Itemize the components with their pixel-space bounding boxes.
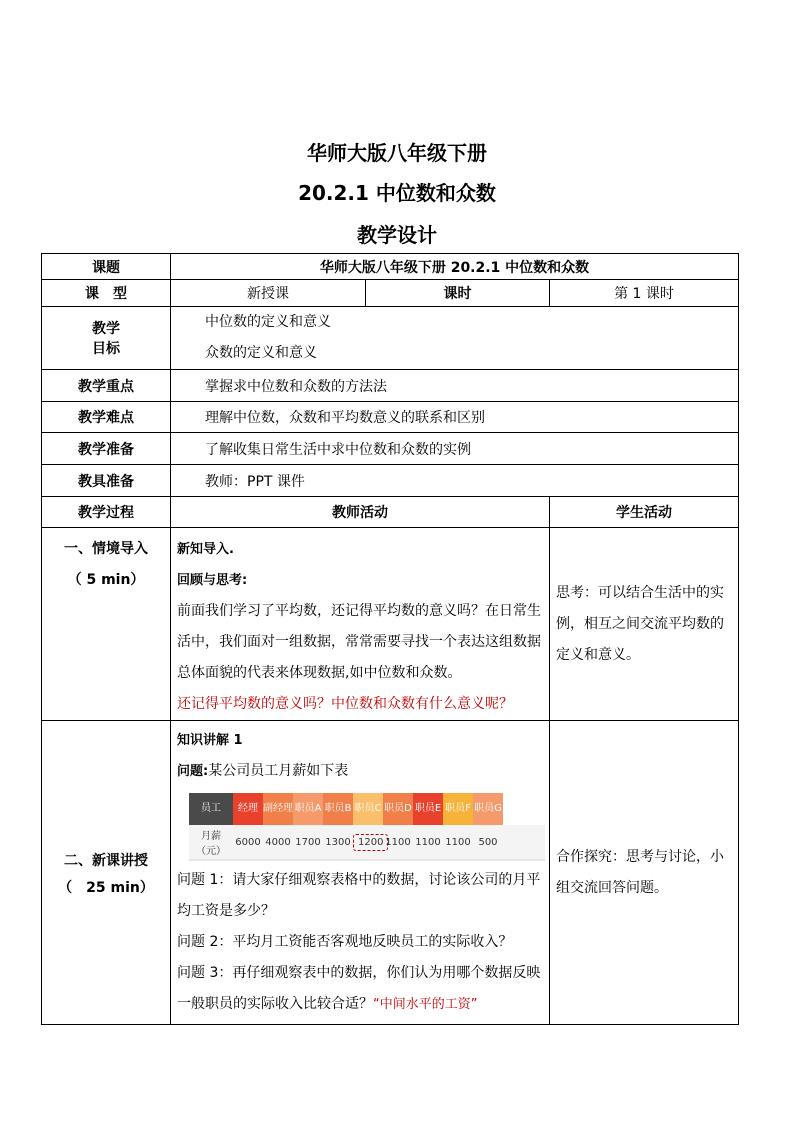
salary-header-subtext: B <box>344 803 352 814</box>
section2-student-line: 合作探究：思考与讨论，小 <box>556 848 724 865</box>
salary-value: 1100 <box>415 836 441 848</box>
salary-value-cell <box>413 837 443 848</box>
salary-value: 4000 <box>265 836 291 848</box>
topic-label: 课题 <box>42 254 171 280</box>
prep-value: 了解收集日常生活中求中位数和众数的实例 <box>171 433 739 465</box>
salary-value-cell <box>383 837 413 848</box>
goal-item: 中位数的定义和意义 <box>205 314 331 330</box>
salary-value: 1700 <box>295 836 321 848</box>
salary-value: 6000 <box>235 836 261 848</box>
salary-header-text: 职员 <box>384 803 405 814</box>
question-2: 问题 2：平均月工资能否客观地反映员工的实际收入？ <box>177 934 513 950</box>
prep-label: 教学准备 <box>42 433 171 465</box>
tools-label: 教具准备 <box>42 465 171 497</box>
salary-header-text: 经理 <box>238 803 258 814</box>
salary-header-cell <box>323 793 353 825</box>
teacher-label: 教师活动 <box>171 497 550 528</box>
salary-header-cell <box>233 793 263 825</box>
difficulty-label: 教学难点 <box>42 402 171 433</box>
salary-header-label: 员工 <box>189 793 233 825</box>
salary-header-text: 职员 <box>324 803 345 814</box>
focus-label: 教学重点 <box>42 370 171 402</box>
section1-student-line: 定义和意义。 <box>556 646 640 663</box>
salary-value-cell <box>473 837 503 848</box>
doc-title: 华师大版八年级下册 <box>307 141 487 165</box>
section2-teacher-cell <box>171 721 550 1025</box>
question-3-cont <box>177 989 543 1020</box>
period-label: 课时 <box>366 280 550 307</box>
question-3-text: 一般职员的实际收入比较合适？ <box>177 996 373 1012</box>
salary-header-subtext: A <box>314 803 322 814</box>
doc-heading: 教学设计 <box>357 223 437 247</box>
salary-value: 500 <box>478 836 498 848</box>
salary-header-cell <box>293 793 323 825</box>
section1-heading: 新知导入. <box>177 542 234 557</box>
section1-student-line: 思考：可以结合生活中的实 <box>556 584 724 601</box>
salary-header-text: 职员 <box>354 803 375 814</box>
focus-value: 掌握求中位数和众数的方法法 <box>171 370 739 402</box>
section2-heading: 知识讲解 1 <box>177 733 243 748</box>
salary-value: 1200 <box>353 834 388 851</box>
question-1-cont: 均工资是多少？ <box>177 903 275 919</box>
salary-value-cell <box>443 837 473 848</box>
section1-subheading: 回顾与思考: <box>177 573 248 588</box>
salary-header-cell <box>443 793 473 825</box>
salary-value-cell <box>353 834 383 851</box>
goals-value <box>171 307 739 370</box>
salary-header-subtext: 理 <box>283 803 293 814</box>
salary-header-subtext: C <box>374 803 382 814</box>
section1-student-cell <box>550 528 739 721</box>
salary-value: 1100 <box>385 836 411 848</box>
salary-value-cell <box>263 837 293 848</box>
section2-name: 二、新课讲授 <box>64 853 148 869</box>
salary-header-cell <box>473 793 503 825</box>
student-label: 学生活动 <box>550 497 739 528</box>
section2-name-cell <box>42 721 171 1025</box>
goals-label-line2: 目标 <box>92 341 120 357</box>
problem-label: 问题: <box>177 764 209 779</box>
salary-value-row <box>189 825 545 861</box>
section1-time: （ 5 min） <box>67 572 145 588</box>
salary-value-cell <box>233 837 263 848</box>
difficulty-value: 理解中位数，众数和平均数意义的联系和区别 <box>171 402 739 433</box>
doc-subtitle: 20.2.1 中位数和众数 <box>298 181 496 205</box>
salary-header-cell <box>263 793 293 825</box>
type-label: 课 型 <box>42 280 171 307</box>
salary-header-text: 职员 <box>445 803 466 814</box>
salary-header-subtext: G <box>494 803 502 814</box>
section1-name: 一、情境导入 <box>64 541 148 557</box>
salary-header-cell <box>413 793 443 825</box>
type-value: 新授课 <box>171 280 366 307</box>
salary-header-subtext: E <box>434 803 442 814</box>
section2-problem <box>177 756 543 787</box>
goals-label <box>42 307 171 370</box>
salary-header-cell <box>353 793 383 825</box>
process-label: 教学过程 <box>42 497 171 528</box>
lesson-plan-table <box>41 253 739 1025</box>
salary-header-row <box>189 793 545 825</box>
section2-student-cell <box>550 721 739 1025</box>
salary-header-text: 副经 <box>263 803 283 814</box>
problem-text: 某公司员工月薪如下表 <box>208 763 349 779</box>
section1-question: 还记得平均数的意义吗？中位数和众数有什么意义呢？ <box>177 696 513 712</box>
salary-value: 1300 <box>325 836 351 848</box>
question-1: 问题 1：请大家仔细观察表格中的数据，讨论该公司的月平 <box>177 872 541 888</box>
tools-value: 教师：PPT 课件 <box>171 465 739 497</box>
goal-item: 众数的定义和意义 <box>205 345 317 361</box>
salary-header-subtext: D <box>404 803 412 814</box>
goals-label-line1: 教学 <box>92 321 120 337</box>
question-3-quote: “中间水平的工资” <box>373 997 478 1012</box>
section1-para: 前面我们学习了平均数，还记得平均数的意义吗？在日常生 <box>177 603 541 619</box>
salary-value-cell <box>293 837 323 848</box>
section1-name-cell <box>42 528 171 721</box>
salary-table <box>189 793 545 861</box>
salary-header-text: 职员 <box>414 803 435 814</box>
section1-student-line: 例，相互之间交流平均数的 <box>556 615 724 632</box>
salary-header-cell <box>383 793 413 825</box>
section1-para: 活中，我们面对一组数据，常常需要寻找一个表达这组数据 <box>177 634 541 650</box>
salary-value: 1100 <box>445 836 471 848</box>
section1-teacher-cell <box>171 528 550 721</box>
section1-para: 总体面貌的代表来体现数据,如中位数和众数。 <box>177 665 462 681</box>
salary-header-text: 职员 <box>294 803 315 814</box>
salary-header-subtext: F <box>465 803 471 814</box>
section2-time: （ 25 min） <box>58 880 154 896</box>
period-value: 第 1 课时 <box>550 280 739 307</box>
salary-value-cell <box>323 837 353 848</box>
salary-header-text: 职员 <box>474 803 495 814</box>
topic-value: 华师大版八年级下册 20.2.1 中位数和众数 <box>171 254 739 280</box>
salary-row-label: 月薪（元） <box>196 831 226 857</box>
question-3: 问题 3：再仔细观察表中的数据，你们认为用哪个数据反映 <box>177 965 541 981</box>
section2-student-line: 组交流回答问题。 <box>556 879 668 896</box>
